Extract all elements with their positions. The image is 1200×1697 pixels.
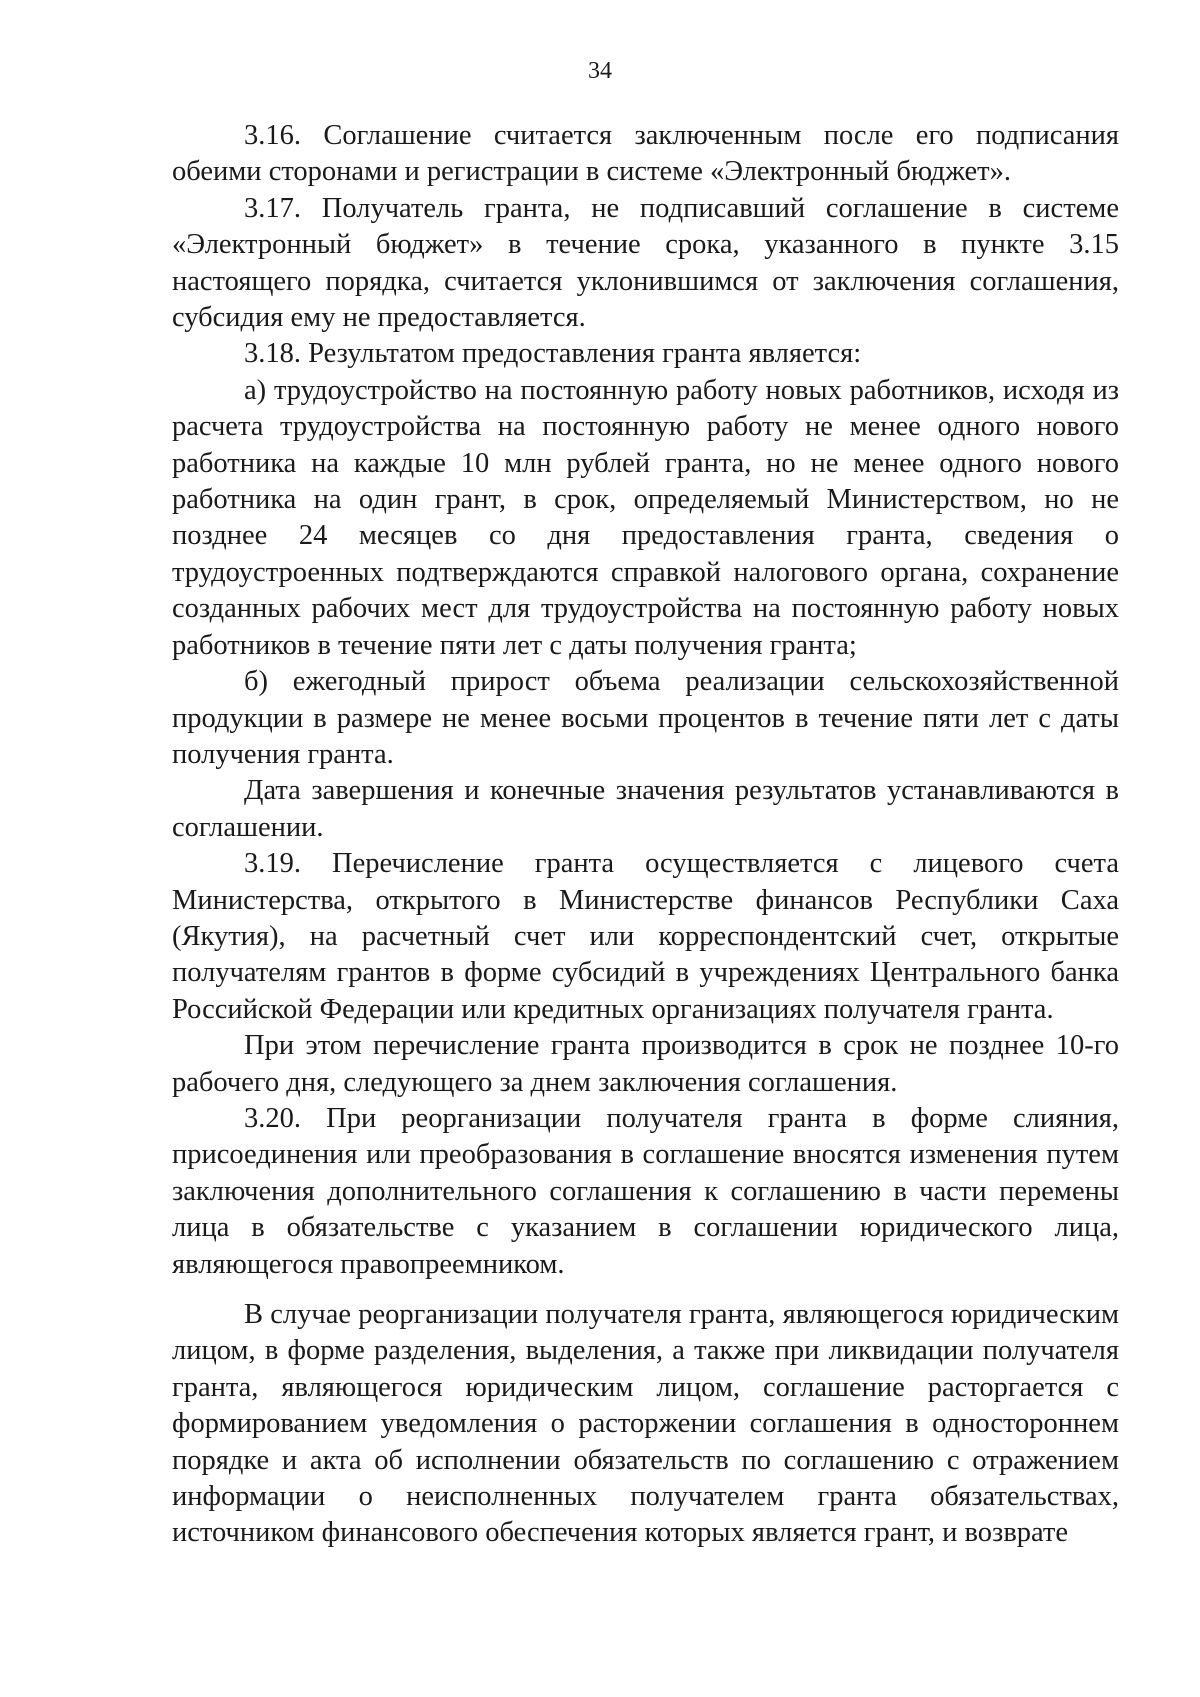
page-number: 34 <box>588 58 612 84</box>
paragraph-3-20: 3.20. При реорганизации получателя гранта в форме слияния, присоединения или преобразования в соглашение вносятся изменения путем заключения дополнительного соглашения к соглашению в части перемены лица в обязательстве с указанием в соглашении юридического лица, являющегося правопреемником. <box>172 1102 1119 1280</box>
paragraph-reorganization: В случае реорганизации получателя гранта, являющегося юридическим лицом, в форме разделения, выделения, а также при ликвидации получателя гранта, являющегося юридическим лицом, соглашение расторгается с формированием уведомления о расторжении соглашения в одностороннем порядке и акта об исполнении обязательств по соглашению с отражением информации о неисполненных получателем гранта обязательствах, источником финансового обеспечения которых является грант, и возврате <box>172 1299 1119 1549</box>
paragraph-results-date: Дата завершения и конечные значения результатов устанавливаются в соглашении. <box>172 775 1119 843</box>
document-body <box>172 118 1119 1552</box>
paragraph-transfer-deadline: При этом перечисление гранта производится в срок не позднее 10-го рабочего дня, следующего за днем заключения соглашения. <box>172 1030 1119 1098</box>
paragraph-3-19: 3.19. Перечисление гранта осуществляется с лицевого счета Министерства, открытого в Министерстве финансов Республики Саха (Якутия), на расчетный счет или корреспондентский счет, открытые получателям грантов в форме субсидий в учреждениях Центрального банка Российской Федерации или кредитных организациях получателя гранта. <box>172 848 1119 1025</box>
paragraph-3-18: 3.18. Результатом предоставления гранта является: <box>244 338 862 370</box>
paragraph-3-16: 3.16. Соглашение считается заключенным после его подписания обеими сторонами и регистрации в системе «Электронный бюджет». <box>172 120 1119 188</box>
paragraph-3-17: 3.17. Получатель гранта, не подписавший соглашение в системе «Электронный бюджет» в течение срока, указанного в пункте 3.15 настоящего порядка, считается уклонившимся от заключения соглашения, субсидия ему не предоставляется. <box>172 192 1119 334</box>
paragraph-3-18-a: а) трудоустройство на постоянную работу новых работников, исходя из расчета трудоустройства на постоянную работу не менее одного нового работника на каждые 10 млн рублей гранта, но не менее одного нового работника на один грант, в срок, определяемый Министерством, но не позднее 24 месяцев со дня предоставления гранта, сведения о трудоустроенных подтверждаются справкой налогового органа, сохранение созданных рабочих мест для трудоустройства на постоянную работу новых работников в течение пяти лет с даты получения гранта; <box>172 374 1119 661</box>
paragraph-3-18-b: б) ежегодный прирост объема реализации сельскохозяйственной продукции в размере не менее восьми процентов в течение пяти лет с даты получения гранта. <box>172 666 1119 770</box>
